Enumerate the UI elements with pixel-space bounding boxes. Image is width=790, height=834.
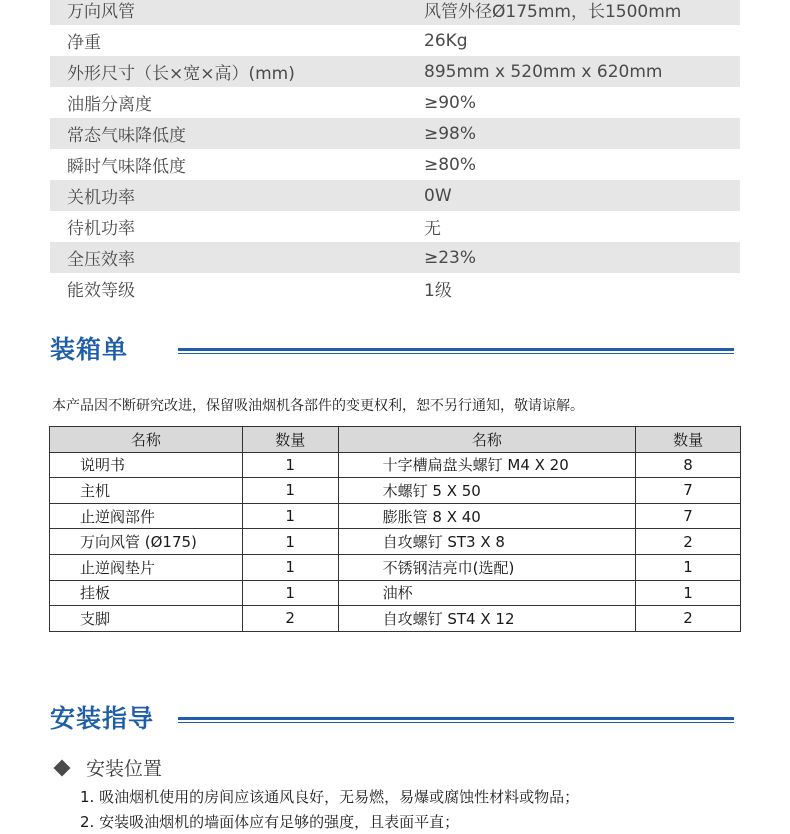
- install-item: 2. 安装吸油烟机的墙面体应有足够的强度，且表面平直；: [80, 813, 460, 831]
- packing-table: [49, 426, 741, 632]
- spec-table: [50, 0, 740, 304]
- table-row: [50, 529, 741, 555]
- item-name: 支脚: [50, 606, 243, 632]
- spec-label: 瞬时气味降低度: [67, 157, 186, 177]
- table-row: [50, 554, 741, 580]
- spec-label: 外形尺寸（长×宽×高）(mm): [67, 64, 295, 84]
- spec-value: ≥23%: [424, 247, 477, 268]
- item-quantity: 1: [242, 554, 338, 580]
- item-quantity: 7: [636, 503, 741, 529]
- table-row: [50, 478, 741, 504]
- item-name: 说明书: [50, 452, 243, 478]
- item-name: 万向风管 (Ø175): [50, 529, 243, 555]
- item-quantity: 2: [636, 529, 741, 555]
- column-header: 数量: [636, 427, 741, 453]
- item-quantity: 2: [242, 606, 338, 632]
- spec-row: [50, 180, 740, 211]
- item-name: 油杯: [338, 580, 636, 606]
- item-name: 十字槽扁盘头螺钉 M4 X 20: [338, 452, 636, 478]
- item-name: 止逆阀部件: [50, 503, 243, 529]
- spec-row: [50, 25, 740, 56]
- item-name: 挂板: [50, 580, 243, 606]
- item-name: 主机: [50, 478, 243, 504]
- section-title: 装箱单: [50, 335, 129, 364]
- spec-row: [50, 87, 740, 118]
- spec-value: 0W: [424, 185, 452, 206]
- diamond-bullet-icon: [54, 759, 71, 776]
- install-location-heading: [54, 754, 162, 781]
- table-header-row: [50, 427, 741, 453]
- spec-row: [50, 211, 740, 242]
- item-quantity: 2: [636, 606, 741, 632]
- item-name: 自攻螺钉 ST4 X 12: [338, 606, 636, 632]
- table-row: [50, 452, 741, 478]
- spec-value: ≥90%: [424, 92, 477, 113]
- spec-label: 关机功率: [67, 188, 135, 208]
- spec-row: [50, 149, 740, 180]
- item-quantity: 1: [636, 554, 741, 580]
- item-quantity: 1: [242, 580, 338, 606]
- spec-row: [50, 0, 740, 25]
- table-row: [50, 606, 741, 632]
- install-guide-header: [50, 699, 734, 739]
- item-quantity: 1: [242, 529, 338, 555]
- spec-label: 净重: [67, 33, 101, 53]
- spec-value: 风管外径Ø175mm，长1500mm: [424, 2, 682, 22]
- spec-label: 常态气味降低度: [67, 126, 186, 146]
- section-divider: [178, 348, 734, 355]
- item-name: 止逆阀垫片: [50, 554, 243, 580]
- item-quantity: 7: [636, 478, 741, 504]
- item-quantity: 8: [636, 452, 741, 478]
- spec-row: [50, 56, 740, 87]
- column-header: 名称: [50, 427, 243, 453]
- spec-row: [50, 242, 740, 273]
- spec-label: 能效等级: [67, 281, 135, 301]
- packing-list-header: [50, 330, 734, 370]
- spec-value: 1级: [424, 281, 452, 301]
- spec-row: [50, 118, 740, 149]
- item-name: 膨胀管 8 X 40: [338, 503, 636, 529]
- item-quantity: 1: [242, 478, 338, 504]
- subheading-text: 安装位置: [86, 758, 163, 780]
- column-header: 数量: [242, 427, 338, 453]
- install-item: 1. 吸油烟机使用的房间应该通风良好，无易燃，易爆或腐蚀性材料或物品；: [80, 788, 580, 806]
- table-row: [50, 503, 741, 529]
- item-name: 自攻螺钉 ST3 X 8: [338, 529, 636, 555]
- spec-value: 无: [424, 219, 441, 239]
- spec-row: [50, 273, 740, 304]
- item-quantity: 1: [242, 452, 338, 478]
- section-divider: [178, 717, 734, 724]
- item-name: 不锈钢洁亮巾(选配): [338, 554, 636, 580]
- spec-label: 待机功率: [67, 219, 135, 239]
- item-quantity: 1: [242, 503, 338, 529]
- spec-value: 895mm x 520mm x 620mm: [424, 61, 663, 82]
- spec-label: 全压效率: [67, 250, 135, 270]
- spec-label: 万向风管: [67, 2, 135, 22]
- item-quantity: 1: [636, 580, 741, 606]
- spec-label: 油脂分离度: [67, 95, 152, 115]
- item-name: 木螺钉 5 X 50: [338, 478, 636, 504]
- column-header: 名称: [338, 427, 636, 453]
- table-row: [50, 580, 741, 606]
- packing-notice: 本产品因不断研究改进，保留吸油烟机各部件的变更权利，恕不另行通知，敬请谅解。: [52, 398, 584, 414]
- section-title: 安装指导: [50, 704, 155, 733]
- spec-value: 26Kg: [424, 30, 468, 51]
- spec-value: ≥80%: [424, 154, 477, 175]
- spec-value: ≥98%: [424, 123, 477, 144]
